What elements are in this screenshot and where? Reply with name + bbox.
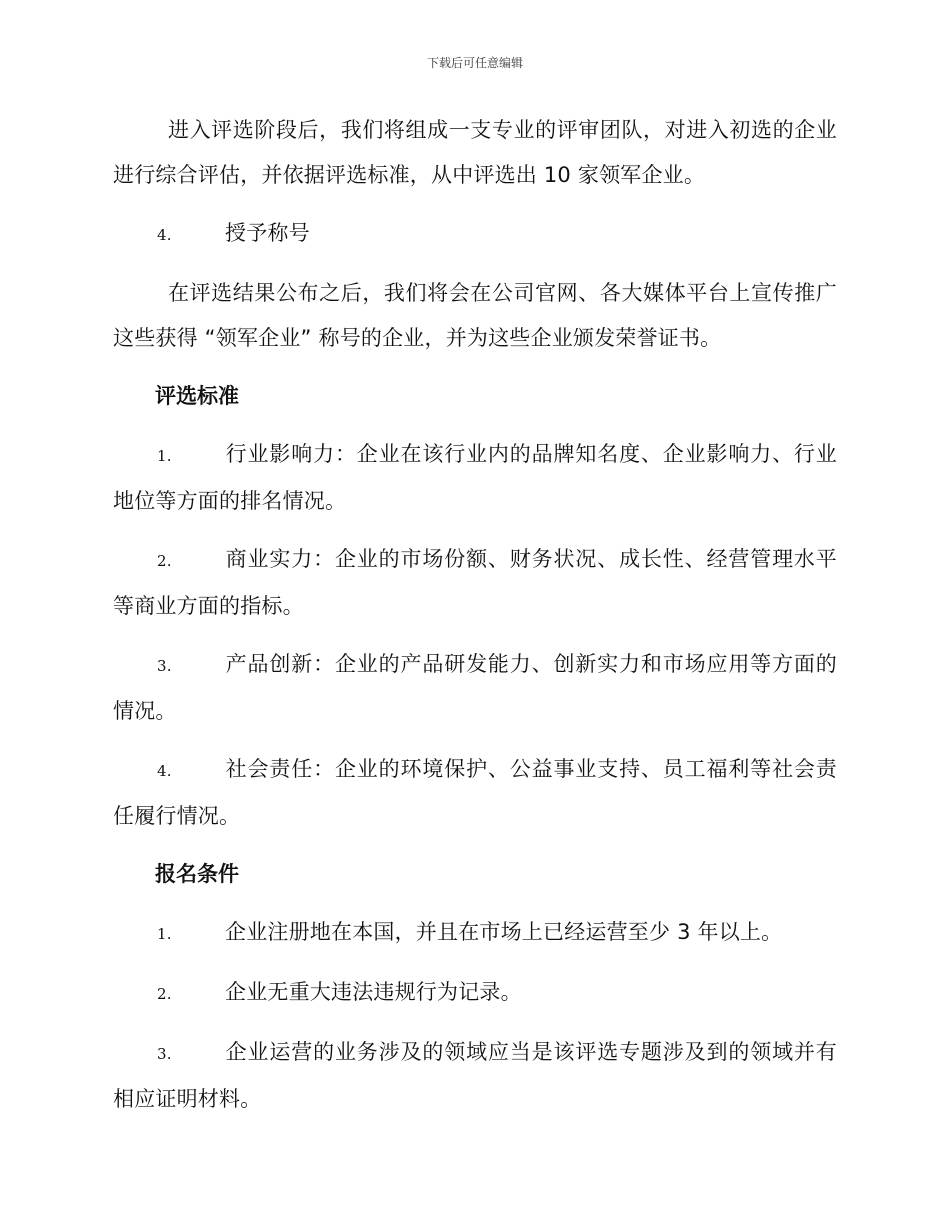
- step-item-4: [113, 211, 837, 258]
- item-text: 产品创新：企业的产品研发能力、创新实力和市场应用等方面的情况。: [113, 652, 837, 723]
- item-number: 4.: [157, 762, 172, 780]
- criteria-heading: 评选标准: [155, 384, 239, 408]
- item-number: 1.: [157, 925, 172, 943]
- intro-paragraph-1: 进入评选阶段后，我们将组成一支专业的评审团队，对进入初选的企业进行综合评估，并依据评选标准，从中评选出 10 家领军企业。: [113, 118, 837, 187]
- requirement-item: [113, 1030, 837, 1122]
- item-number: 3.: [157, 1045, 172, 1063]
- item-text: 企业注册地在本国，并且在市场上已经运营至少 3 年以上。: [225, 920, 783, 944]
- intro-paragraph-2: 在评选结果公布之后，我们将会在公司官网、各大媒体平台上宣传推广这些获得 “领军企业” 称号的企业，并为这些企业颁发荣誉证书。: [113, 281, 837, 350]
- criteria-item: [113, 537, 837, 629]
- page-header: 下载后可任意编辑: [426, 56, 523, 70]
- step-number: 4.: [157, 226, 172, 244]
- item-number: 1.: [157, 447, 172, 465]
- item-text: 行业影响力：企业在该行业内的品牌知名度、企业影响力、行业地位等方面的排名情况。: [113, 442, 837, 513]
- item-text: 社会责任：企业的环境保护、公益事业支持、员工福利等社会责任履行情况。: [113, 757, 837, 828]
- item-text: 商业实力：企业的市场份额、财务状况、成长性、经营管理水平等商业方面的指标。: [113, 547, 837, 618]
- item-text: 企业无重大违法违规行为记录。: [225, 980, 522, 1004]
- criteria-item: [113, 432, 837, 524]
- requirements-heading: 报名条件: [155, 862, 239, 886]
- criteria-item: [113, 747, 837, 839]
- criteria-item: [113, 642, 837, 734]
- requirement-item: [113, 910, 837, 957]
- requirement-item: [113, 970, 837, 1017]
- document-body: [113, 108, 837, 1122]
- item-number: 2.: [157, 552, 172, 570]
- step-label: 授予称号: [225, 221, 310, 245]
- item-text: 企业运营的业务涉及的领域应当是该评选专题涉及到的领域并有相应证明材料。: [113, 1040, 837, 1111]
- item-number: 3.: [157, 657, 172, 675]
- item-number: 2.: [157, 985, 172, 1003]
